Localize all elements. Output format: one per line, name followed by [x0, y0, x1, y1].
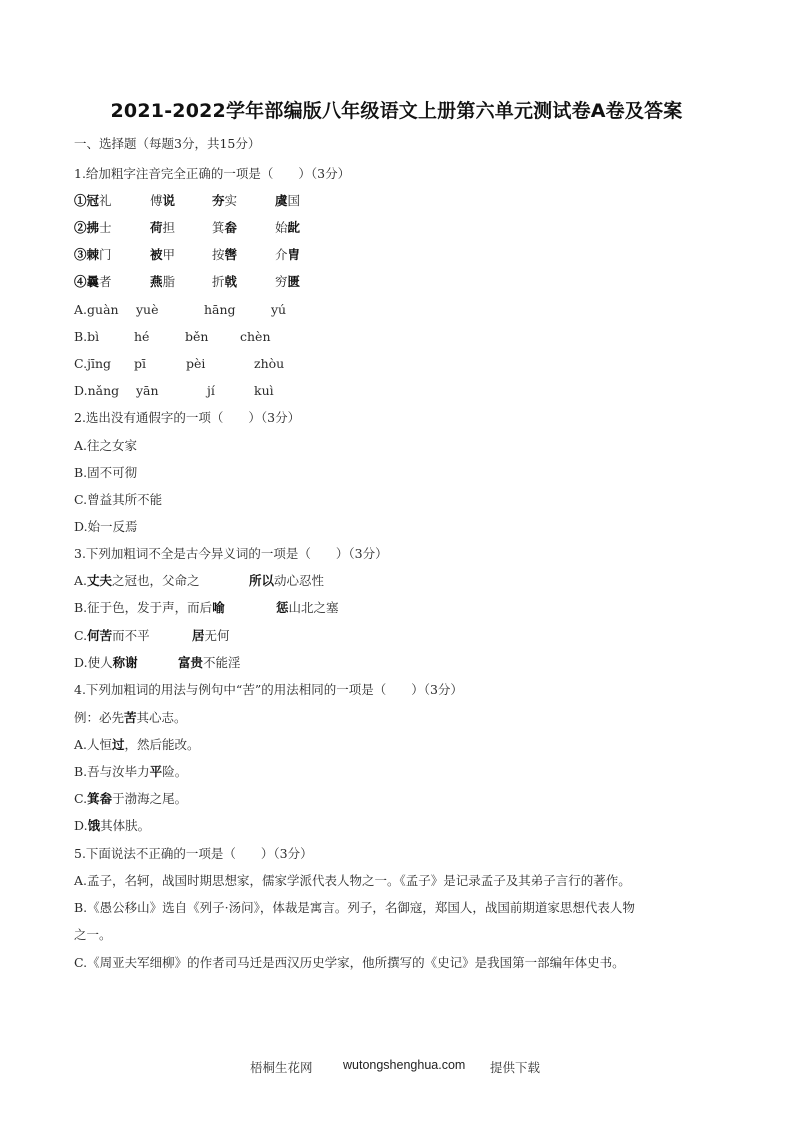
option-text: B.吾与汝毕力 [74, 764, 150, 779]
option-text: A.人恒 [74, 737, 113, 752]
bold-word: 惩 [276, 600, 289, 615]
pinyin: pī [134, 356, 146, 371]
pinyin: běn [185, 329, 209, 344]
option-text: 不能淫 [203, 655, 241, 670]
grid-bold: 夯 [212, 193, 225, 208]
question-3-stem: 3.下列加粗词不全是古今异义词的一项是（ ）（3分） [74, 546, 388, 561]
question-4-option-a [74, 737, 200, 753]
question-1-stem: 1.给加粗字注音完全正确的一项是（ ）（3分） [74, 166, 351, 181]
pinyin: yú [271, 302, 287, 317]
bold-word: 何苦 [87, 628, 113, 643]
option-label: B. [74, 329, 88, 344]
grid-text: 甲 [162, 247, 176, 262]
bold-word: 苦 [124, 710, 137, 725]
bold-word: 平 [149, 764, 163, 779]
bold-word: 居 [192, 628, 205, 643]
grid-bold: 龀 [287, 220, 301, 235]
question-4-example [74, 710, 187, 726]
option-text: 而不平 [112, 628, 150, 643]
grid-bold: 说 [162, 193, 176, 208]
example-text: 其心志。 [136, 710, 187, 725]
grid-bold: ②拂 [74, 220, 100, 235]
pinyin: kuì [254, 383, 274, 398]
question-4-option-b [74, 764, 187, 780]
question-3-option-d [74, 655, 241, 671]
grid-text: 门 [99, 247, 112, 262]
option-text: D. [74, 818, 88, 833]
option-label: A. [74, 573, 88, 588]
footer-suffix: 提供下载 [490, 1060, 541, 1075]
page-title: 2021-2022学年部编版八年级语文上册第六单元测试卷A卷及答案 [110, 100, 683, 122]
pinyin: zhòu [254, 356, 285, 371]
option-label: C. [74, 356, 88, 371]
pinyin: jīng [87, 356, 112, 371]
grid-bold: ①冠 [74, 193, 100, 208]
bold-word: 所以 [249, 573, 275, 588]
grid-text: 国 [287, 193, 301, 208]
example-text: 例：必先 [74, 710, 125, 725]
question-3-option-c [74, 628, 230, 644]
question-5-option-c: C.《周亚夫军细柳》的作者司马迁是西汉历史学家，他所撰写的《史记》是我国第一部编年体史书。 [74, 955, 625, 970]
grid-text: 折 [212, 274, 225, 289]
pinyin: yuè [136, 302, 159, 317]
bold-word: 箕畚 [87, 791, 113, 806]
question-5-option-b: B.《愚公移山》选自《列子·汤问》，体裁是寓言。列子，名御寇，郑国人，战国前期道家思想代表人物 [74, 900, 635, 915]
option-text: 之冠也，父命之 [112, 573, 200, 588]
pinyin: nǎng [87, 383, 120, 398]
grid-text: 介 [275, 247, 288, 262]
bold-word: 称谢 [112, 655, 138, 670]
bold-word: 饿 [87, 818, 101, 833]
grid-bold: ③棘 [74, 247, 100, 262]
footer-site-name: 梧桐生花网 [250, 1060, 313, 1075]
option-label: D. [74, 383, 88, 398]
pinyin: bì [87, 329, 100, 344]
bold-word: 过 [112, 737, 125, 752]
grid-text: 者 [99, 274, 112, 289]
question-2-option-b: B.固不可彻 [74, 465, 138, 480]
option-text: 其体肤。 [100, 818, 151, 833]
grid-text: 实 [224, 193, 238, 208]
pinyin: yān [136, 383, 159, 398]
grid-text: 礼 [99, 193, 112, 208]
grid-text: 担 [162, 220, 176, 235]
question-2-stem: 2.选出没有通假字的一项（ ）（3分） [74, 410, 301, 425]
question-2-option-d: D.始一反焉 [74, 519, 138, 534]
grid-text: 士 [99, 220, 112, 235]
section-heading: 一、选择题（每题3分，共15分） [74, 136, 261, 151]
grid-bold: 畚 [224, 220, 238, 235]
grid-text: 始 [275, 220, 288, 235]
question-4-option-c [74, 791, 187, 807]
grid-bold: 燕 [150, 274, 163, 289]
question-5-stem: 5.下面说法不正确的一项是（ ）（3分） [74, 846, 313, 861]
option-label: A. [74, 302, 88, 317]
pinyin: hé [134, 329, 150, 344]
question-4-option-d [74, 818, 150, 834]
question-4-stem: 4.下列加粗词的用法与例句中“苦”的用法相同的一项是（ ）（3分） [74, 682, 463, 697]
grid-bold: 虞 [275, 193, 288, 208]
option-text: 动心忍性 [274, 573, 325, 588]
question-5-option-a: A.孟子，名轲，战国时期思想家，儒家学派代表人物之一。《孟子》是记录孟子及其弟子言行的著作。 [74, 873, 631, 888]
option-label: D. [74, 655, 88, 670]
grid-bold: 荷 [150, 220, 163, 235]
grid-text: 按 [212, 247, 225, 262]
question-5-option-b-cont: 之一。 [74, 927, 112, 942]
grid-bold: 辔 [224, 247, 238, 262]
grid-bold: ④曩 [74, 274, 100, 289]
option-text: C. [74, 791, 88, 806]
question-3-option-b [74, 600, 339, 616]
option-text: ，然后能改。 [124, 737, 200, 752]
option-text: 山北之塞 [288, 600, 339, 615]
pinyin: pèi [186, 356, 206, 371]
question-2-option-c: C.曾益其所不能 [74, 492, 163, 507]
option-label: B. [74, 600, 88, 615]
grid-bold: 被 [150, 247, 163, 262]
bold-word: 富贵 [178, 655, 204, 670]
question-2-option-a: A.往之女家 [74, 438, 138, 453]
grid-text: 傅 [150, 193, 163, 208]
bold-word: 丈夫 [87, 573, 113, 588]
pinyin: chèn [240, 329, 271, 344]
grid-text: 穷 [275, 274, 288, 289]
grid-bold: 戟 [224, 274, 238, 289]
footer-url[interactable]: wutongshenghua.com [343, 1058, 466, 1072]
pinyin: jí [207, 383, 215, 398]
question-3-option-a [74, 573, 325, 589]
bold-word: 喻 [212, 600, 225, 615]
pinyin: hāng [204, 302, 236, 317]
grid-text: 脂 [162, 274, 176, 289]
option-text: 使人 [87, 655, 113, 670]
pinyin: guàn [87, 302, 119, 317]
option-text: 险。 [162, 764, 188, 779]
option-text: 征于色，发于声，而后 [87, 600, 213, 615]
option-text: 于渤海之尾。 [112, 791, 188, 806]
option-label: C. [74, 628, 88, 643]
grid-bold: 胄 [287, 247, 301, 262]
grid-bold: 匮 [287, 274, 301, 289]
grid-text: 箕 [212, 220, 225, 235]
option-text: 无何 [204, 628, 230, 643]
